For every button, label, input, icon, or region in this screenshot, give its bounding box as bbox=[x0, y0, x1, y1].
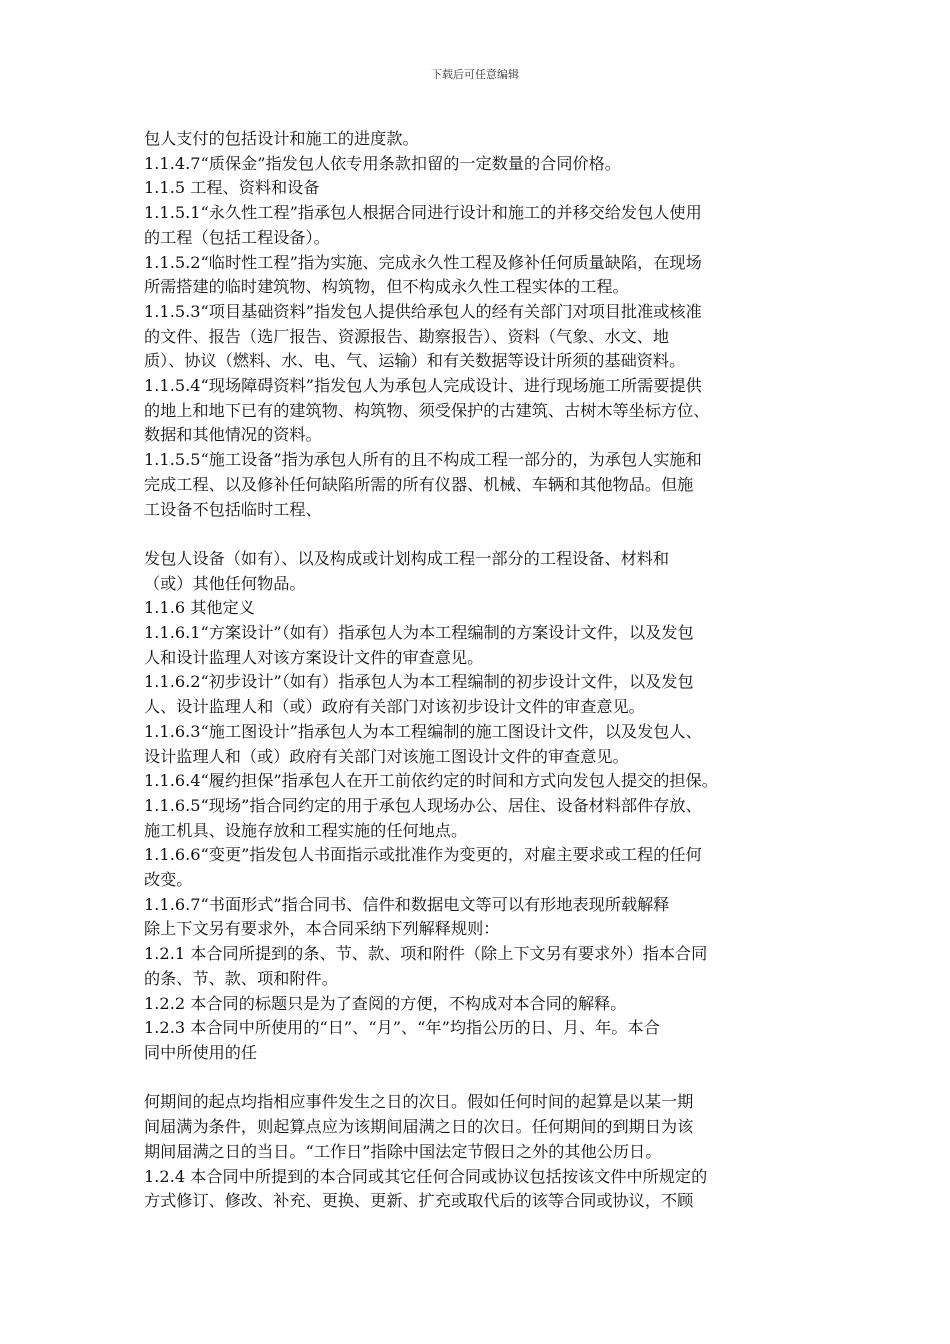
text-line: 完成工程、以及修补任何缺陷所需的所有仪器、机械、车辆和其他物品。但施 bbox=[144, 474, 694, 494]
text-line: 1.1.6.7“书面形式”指合同书、信件和数据电文等可以有形地表现所载解释 bbox=[144, 894, 670, 914]
text-line: 1.1.6.1“方案设计”（如有）指承包人为本工程编制的方案设计文件，以及发包 bbox=[144, 623, 694, 643]
text-line: 1.1.6.2“初步设计”（如有）指承包人为本工程编制的初步设计文件，以及发包 bbox=[144, 672, 694, 692]
text-line: 的地上和地下已有的建筑物、构筑物、须受保护的古建筑、古树木等坐标方位、 bbox=[144, 400, 710, 420]
text-line: 同中所使用的任 bbox=[144, 1043, 258, 1062]
text-line: 1.1.5.1“永久性工程”指承包人根据合同进行设计和施工的并移交给发包人使用 bbox=[144, 203, 702, 223]
text-line: 1.1.6.5“现场”指合同约定的用于承包人现场办公、居住、设备材料部件存放、 bbox=[144, 795, 702, 815]
text-line: 设计监理人和（或）政府有关部门对该施工图设计文件的审查意见。 bbox=[144, 746, 629, 766]
text-line: 包人支付的包括设计和施工的进度款。 bbox=[144, 129, 419, 148]
text-line: 间届满为条件，则起算点应为该期间届满之日的次日。任何期间的到期日为该 bbox=[144, 1117, 694, 1137]
text-line: 1.1.4.7“质保金”指发包人依专用条款扣留的一定数量的合同价格。 bbox=[144, 153, 621, 173]
text-line: 1.1.5.2“临时性工程”指为实施、完成永久性工程及修补任何质量缺陷，在现场 bbox=[144, 252, 702, 272]
text-line: 1.1.6.6“变更”指发包人书面指示或批准作为变更的，对雇主要求或工程的任何 bbox=[144, 845, 702, 865]
text-line: 何期间的起点均指相应事件发生之日的次日。假如任何时间的起算是以某一期 bbox=[144, 1092, 694, 1112]
text-line: 方式修订、修改、补充、更换、更新、扩充或取代后的该等合同或协议，不顾 bbox=[144, 1191, 694, 1211]
text-line: 1.1.5.3“项目基础资料”指发包人提供给承包人的经有关部门对项目批准或核准 bbox=[144, 301, 702, 321]
document-body bbox=[144, 127, 824, 1214]
text-line: 1.1.5 工程、资料和设备 bbox=[144, 178, 320, 198]
text-line: 所需搭建的临时建筑物、构筑物，但不构成永久性工程实体的工程。 bbox=[144, 277, 629, 297]
text-line: 除上下文另有要求外，本合同采纳下列解释规则： bbox=[144, 919, 500, 939]
blank-line bbox=[144, 522, 824, 547]
text-line: 人和设计监理人对该方案设计文件的审查意见。 bbox=[144, 647, 484, 667]
text-line: 1.1.5.4“现场障碍资料”指发包人为承包人完成设计、进行现场施工所需要提供 bbox=[144, 376, 702, 396]
text-line: 1.2.2 本合同的标题只是为了查阅的方便，不构成对本合同的解释。 bbox=[144, 993, 627, 1013]
text-line: 期间届满之日的当日。“工作日”指除中国法定节假日之外的其他公历日。 bbox=[144, 1141, 662, 1161]
text-line: 1.2.3 本合同中所使用的“日”、“月”、“年”均指公历的日、月、年。本合 bbox=[144, 1018, 660, 1038]
text-line: 施工机具、设施存放和工程实施的任何地点。 bbox=[144, 820, 468, 840]
text-line: 质）、协议（燃料、水、电、气、运输）和有关数据等设计所须的基础资料。 bbox=[144, 351, 686, 371]
text-line: 工设备不包括临时工程、 bbox=[144, 499, 322, 519]
text-line: 人、设计监理人和（或）政府有关部门对该初步设计文件的审查意见。 bbox=[144, 697, 645, 717]
text-line: （或）其他任何物品。 bbox=[144, 573, 306, 593]
text-line: 的工程（包括工程设备）。 bbox=[144, 227, 330, 247]
text-line: 的文件、报告（选厂报告、资源报告、勘察报告）、资料（气象、水文、地 bbox=[144, 326, 670, 346]
text-line: 1.2.1 本合同所提到的条、节、款、项和附件（除上下文另有要求外）指本合同 bbox=[144, 944, 708, 964]
blank-line bbox=[144, 1066, 824, 1091]
text-line: 的条、节、款、项和附件。 bbox=[144, 968, 338, 988]
text-line: 1.1.5.5“施工设备”指为承包人所有的且不构成工程一部分的，为承包人实施和 bbox=[144, 450, 702, 470]
text-line: 1.1.6.3“施工图设计”指承包人为本工程编制的施工图设计文件，以及发包人、 bbox=[144, 721, 702, 741]
text-line: 1.2.4 本合同中所提到的本合同或其它任何合同或协议包括按该文件中所规定的 bbox=[144, 1166, 708, 1186]
text-line: 1.1.6.4“履约担保”指承包人在开工前依约定的时间和方式向发包人提交的担保。 bbox=[144, 771, 718, 791]
text-line: 数据和其他情况的资料。 bbox=[144, 425, 322, 445]
text-line: 发包人设备（如有）、以及构成或计划构成工程一部分的工程设备、材料和 bbox=[144, 548, 670, 568]
page-header: 下载后可任意编辑 bbox=[431, 68, 519, 81]
text-line: 1.1.6 其他定义 bbox=[144, 598, 255, 618]
text-line: 改变。 bbox=[144, 870, 193, 890]
